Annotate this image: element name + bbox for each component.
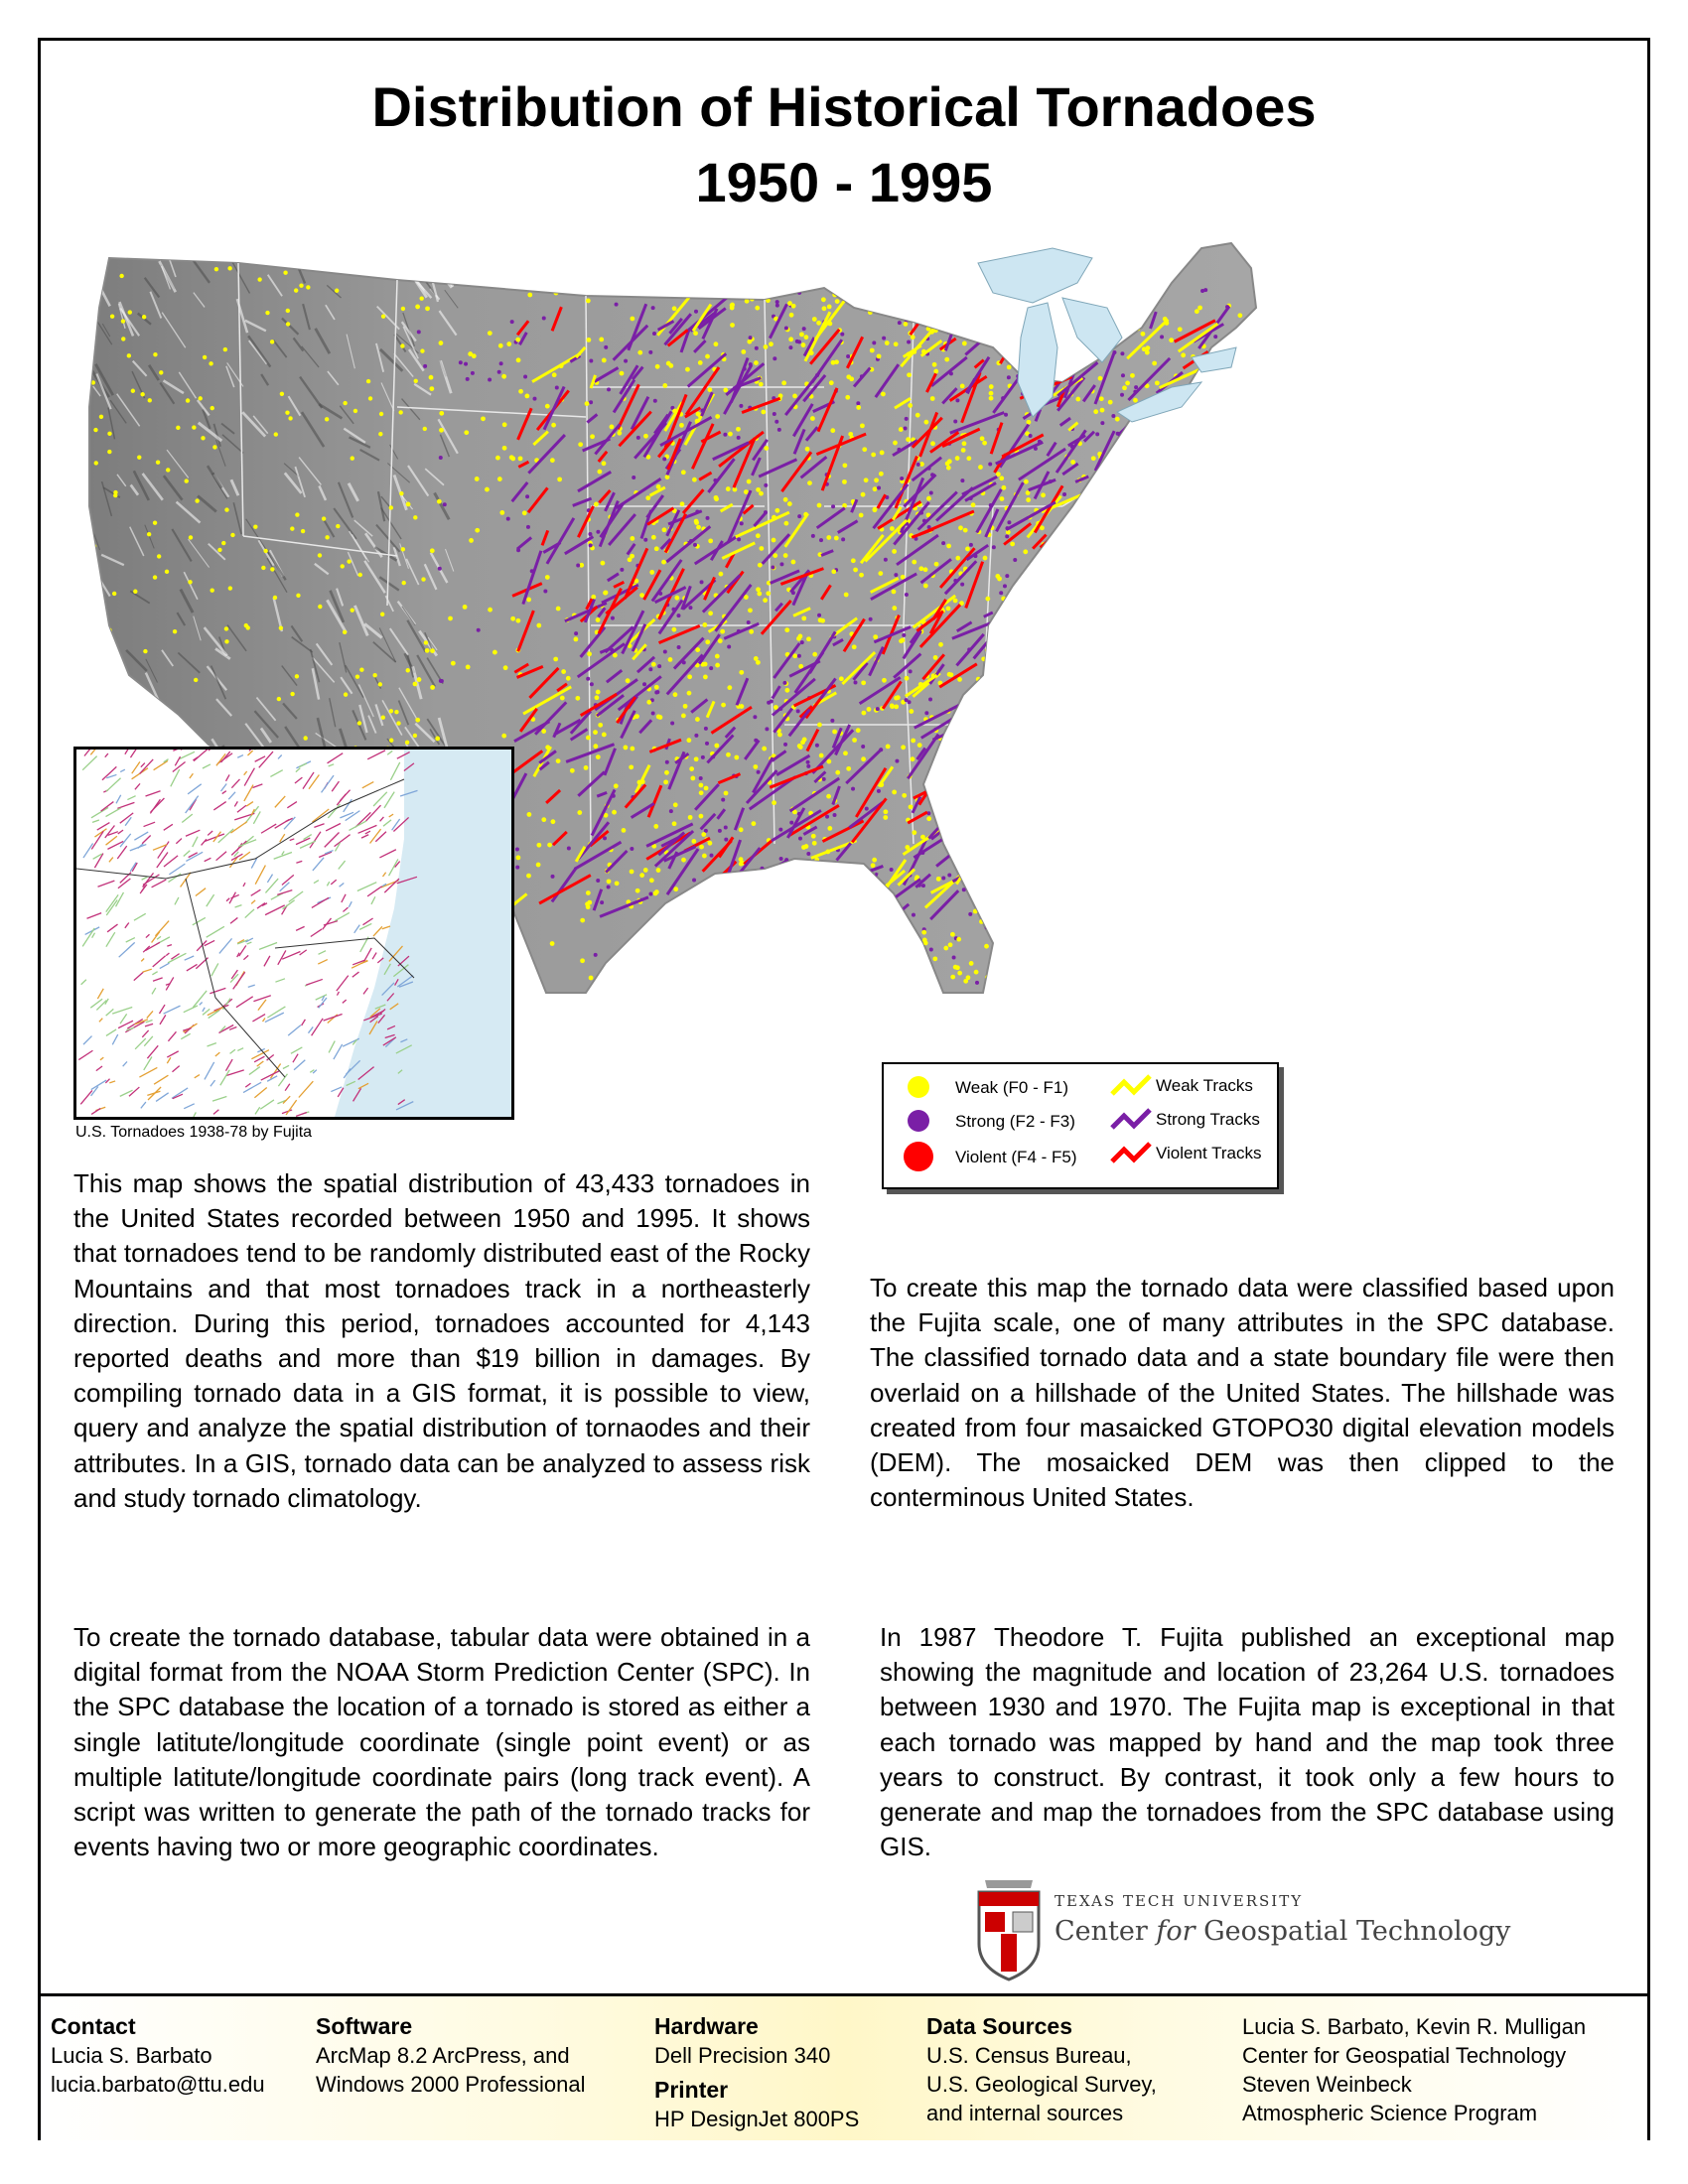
footer-credits	[1242, 2012, 1586, 2127]
inset-map-graphic	[76, 750, 511, 1117]
inset-caption: U.S. Tornadoes 1938-78 by Fujita	[75, 1124, 313, 1141]
hardware-heading: Hardware	[654, 2013, 759, 2039]
paragraph-fujita: In 1987 Theodore T. Fujita published an exceptional map showing the magnitude and location of 23,264 U.S. tornadoes between 1930 and 1970. The Fujita map is exceptional in that each tornado was mapped by hand and the map took three years to construct. By contrast, it took only a few hours to generate and map the tornadoes from the SPC database using GIS.	[880, 1622, 1615, 1862]
software-line-2: Windows 2000 Professional	[316, 2072, 586, 2097]
contact-email: lucia.barbato@ttu.edu	[51, 2072, 265, 2097]
source-line-3: and internal sources	[926, 2101, 1124, 2125]
logo-center-word: Center	[1055, 1916, 1157, 1947]
strong-point-dot-icon	[908, 1110, 929, 1132]
logo-for-word: for	[1156, 1916, 1196, 1947]
strong-track-line-icon	[1112, 1110, 1150, 1128]
contact-heading: Contact	[51, 2013, 136, 2039]
credit-line-4: Atmospheric Science Program	[1242, 2101, 1538, 2125]
credits-footer	[41, 1993, 1647, 2140]
legend-weak-label: Weak (F0 - F1)	[955, 1078, 1068, 1097]
footer-software	[316, 2012, 585, 2099]
legend-strong-tracks-label: Strong Tracks	[1156, 1110, 1260, 1129]
weak-track-line-icon	[1112, 1076, 1150, 1094]
violent-track-line-icon	[1112, 1144, 1150, 1161]
ttu-shield-icon	[971, 1874, 1047, 1983]
source-line-2: U.S. Geological Survey,	[926, 2072, 1157, 2097]
violent-point-dot-icon	[904, 1142, 933, 1171]
logo-center-name	[1055, 1916, 1510, 1947]
credit-line-2: Center for Geospatial Technology	[1242, 2043, 1567, 2068]
logo-geospatial-word: Geospatial Technology	[1195, 1916, 1511, 1947]
logo-university-name: TEXAS TECH UNIVERSITY	[1055, 1892, 1304, 1910]
paragraph-method: To create this map the tornado data were classified based upon the Fujita scale, one of many attributes in the SPC database. The classified tornado data and a state boundary file were then overlaid on a hillshade of the United States. The hillshade was created from four masaicked GTOPO30 digital elevation models (DEM). The mosaicked DEM was then clipped to the conterminous United States.	[870, 1273, 1615, 1513]
source-line-1: U.S. Census Bureau,	[926, 2043, 1132, 2068]
credit-line-1: Lucia S. Barbato, Kevin R. Mulligan	[1242, 2014, 1587, 2039]
track-line-icons	[1108, 1072, 1156, 1181]
software-heading: Software	[316, 2013, 413, 2039]
printer-heading: Printer	[654, 2077, 729, 2103]
weak-point-dot-icon	[908, 1076, 929, 1098]
poster-subtitle-years: 1950 - 1995	[695, 151, 993, 213]
paragraph-overview: This map shows the spatial distribution of 43,433 tornadoes in the United States recorded between 1950 and 1995. It shows that tornadoes tend to be randomly distributed east of the Rocky Mountains and that most tornadoes track in a northeasterly direction. During this period, tornadoes accounted for 4,143 reported deaths and more than $19 billion in damages. By compiling tornado data in a GIS format, it is possible to view, query and analyze the spatial distribution of tornaodes and their attributes. In a GIS, tornado data can be analyzed to assess risk and study tornado climatology.	[73, 1168, 810, 1513]
footer-data-sources	[926, 2012, 1157, 2127]
software-line-1: ArcMap 8.2 ArcPress, and	[316, 2043, 570, 2068]
legend-strong-label: Strong (F2 - F3)	[955, 1112, 1075, 1131]
fujita-inset-map	[73, 747, 514, 1120]
hardware-line: Dell Precision 340	[654, 2043, 831, 2068]
legend-violent-label: Violent (F4 - F5)	[955, 1148, 1077, 1166]
footer-contact	[51, 2012, 265, 2099]
map-legend	[882, 1062, 1279, 1189]
credit-line-3: Steven Weinbeck	[1242, 2072, 1412, 2097]
data-sources-heading: Data Sources	[926, 2013, 1073, 2039]
contact-name: Lucia S. Barbato	[51, 2043, 212, 2068]
ttu-cgt-logo	[971, 1874, 1527, 1983]
printer-line: HP DesignJet 800PS	[654, 2107, 860, 2131]
footer-hardware	[654, 2012, 859, 2133]
legend-weak-tracks-label: Weak Tracks	[1156, 1076, 1253, 1095]
paragraph-database: To create the tornado database, tabular data were obtained in a digital format from the NOAA Storm Prediction Center (SPC). In the SPC database the location of a tornado is stored as either a single latitute/longitude coordinate (single point event) or as multiple latitute/longitude coordinate pairs (long track event). A script was written to generate the path of the tornado tracks for events having two or more geographic coordinates.	[73, 1622, 810, 1862]
poster-title: Distribution of Historical Tornadoes	[371, 75, 1317, 138]
legend-violent-tracks-label: Violent Tracks	[1156, 1144, 1262, 1162]
